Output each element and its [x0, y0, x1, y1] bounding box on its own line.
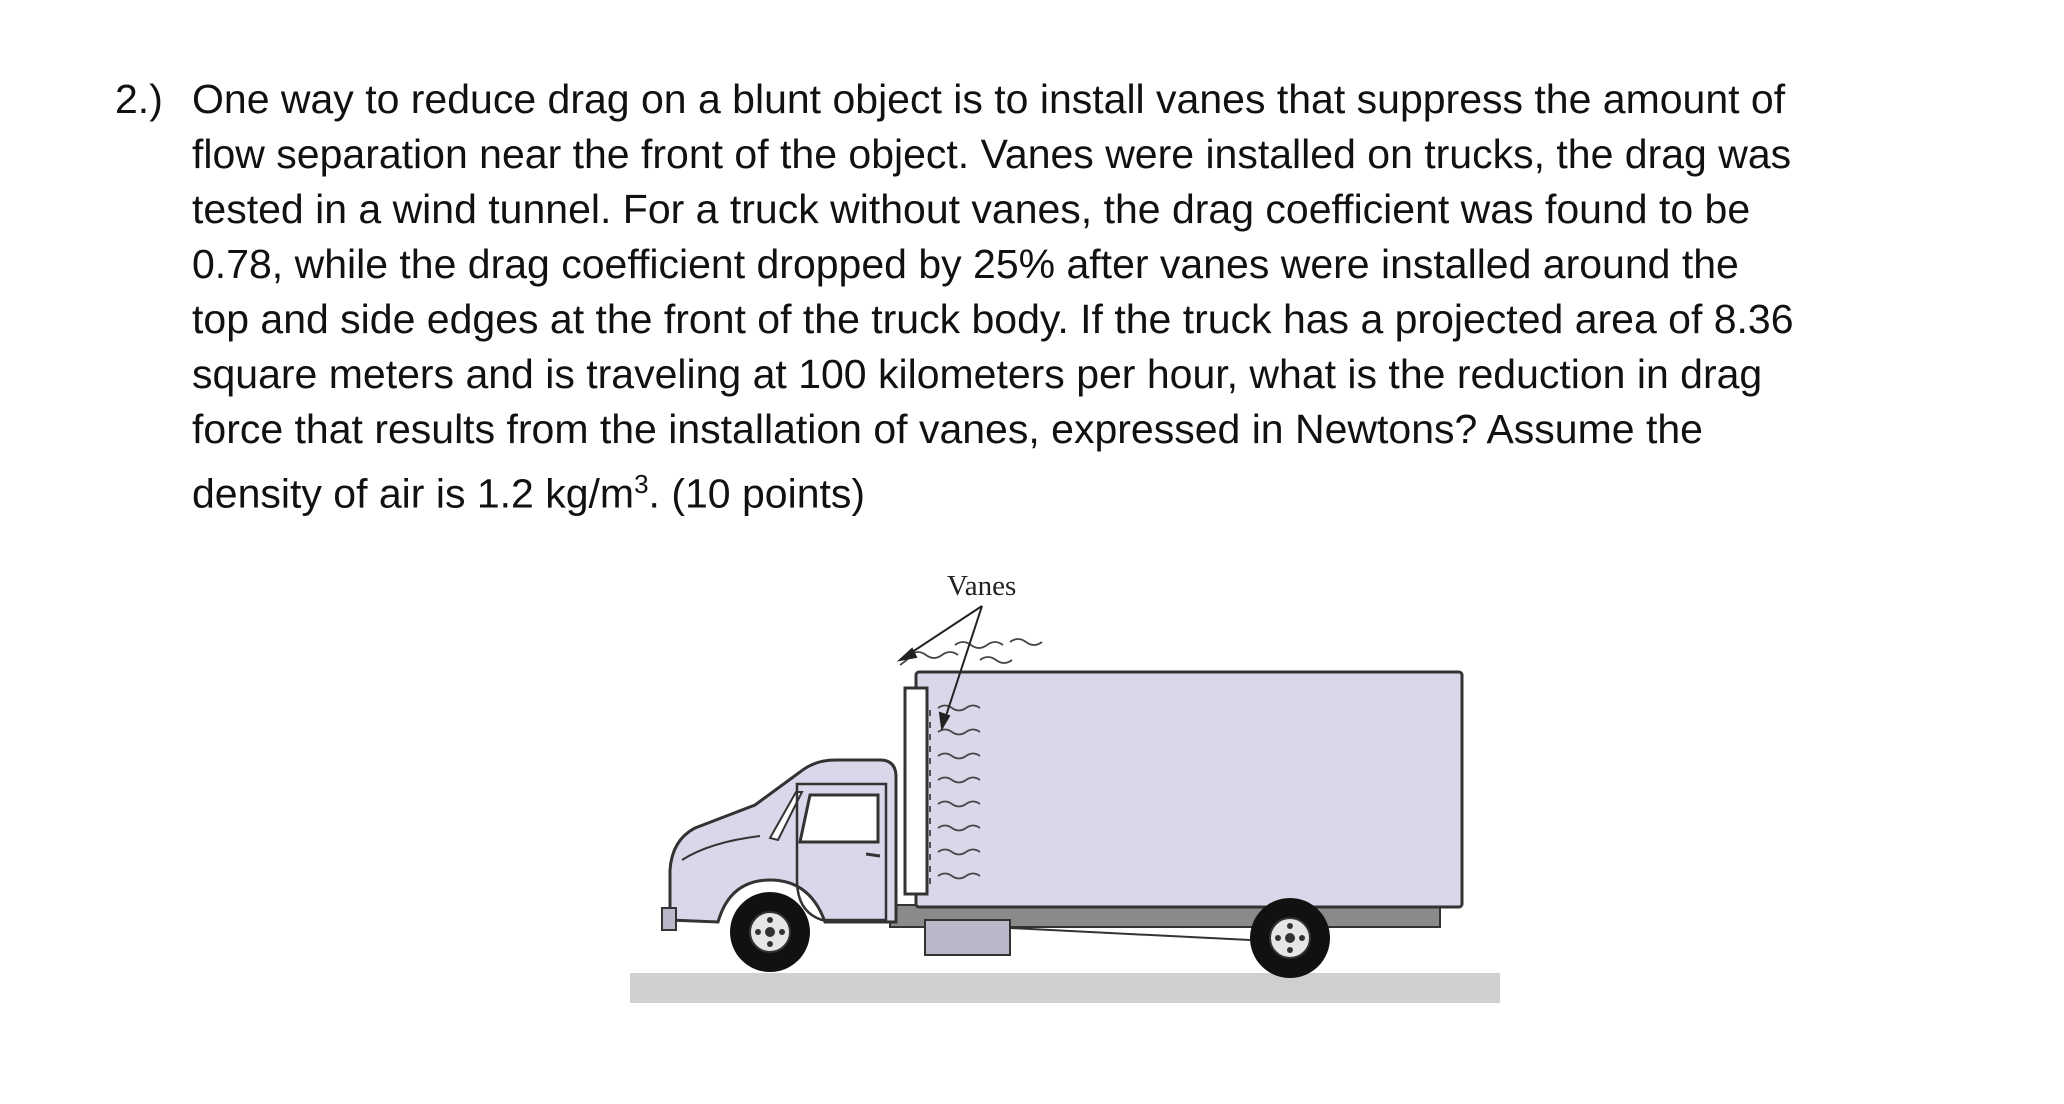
rear-axle-line: [1010, 928, 1250, 940]
front-bumper: [662, 908, 676, 930]
density-exponent: 3: [634, 469, 649, 499]
front-wheel: [730, 892, 810, 972]
problem-line: force that results from the installation of vanes, expressed in Newtons? Assume the: [192, 406, 1703, 452]
problem-text: [192, 72, 1995, 522]
problem-line: tested in a wind tunnel. For a truck without vanes, the drag coefficient was found to be: [192, 186, 1751, 232]
points-text: . (10 points): [648, 470, 866, 517]
problem-line-last: [192, 457, 1995, 522]
truck-figure: [600, 560, 1520, 1010]
door-handle: [866, 854, 880, 856]
truck-diagram: [600, 560, 1520, 1010]
cargo-box: [916, 672, 1462, 907]
problem-line: top and side edges at the front of the truck body. If the truck has a projected area of 8.36: [192, 296, 1794, 342]
airflow-lines-top: [900, 639, 1042, 665]
problem-line: 0.78, while the drag coefficient dropped by 25% after vanes were installed around the: [192, 241, 1739, 287]
problem-line: One way to reduce drag on a blunt object is to install vanes that suppress the amount of: [192, 76, 1786, 122]
rear-wheel: [1250, 898, 1330, 978]
vanes-label: Vanes: [947, 570, 1017, 602]
cab-window: [800, 795, 878, 842]
problem-line: square meters and is traveling at 100 kilometers per hour, what is the reduction in drag: [192, 351, 1763, 397]
problem-statement: [115, 72, 1995, 522]
density-text: density of air is 1.2 kg/m: [192, 470, 635, 517]
problem-number: 2.): [115, 76, 163, 122]
problem-line: flow separation near the front of the object. Vanes were installed on trucks, the drag was: [192, 131, 1792, 177]
ground-strip: [630, 973, 1500, 1003]
fuel-tank: [925, 920, 1010, 955]
vane-strip: [905, 688, 927, 894]
